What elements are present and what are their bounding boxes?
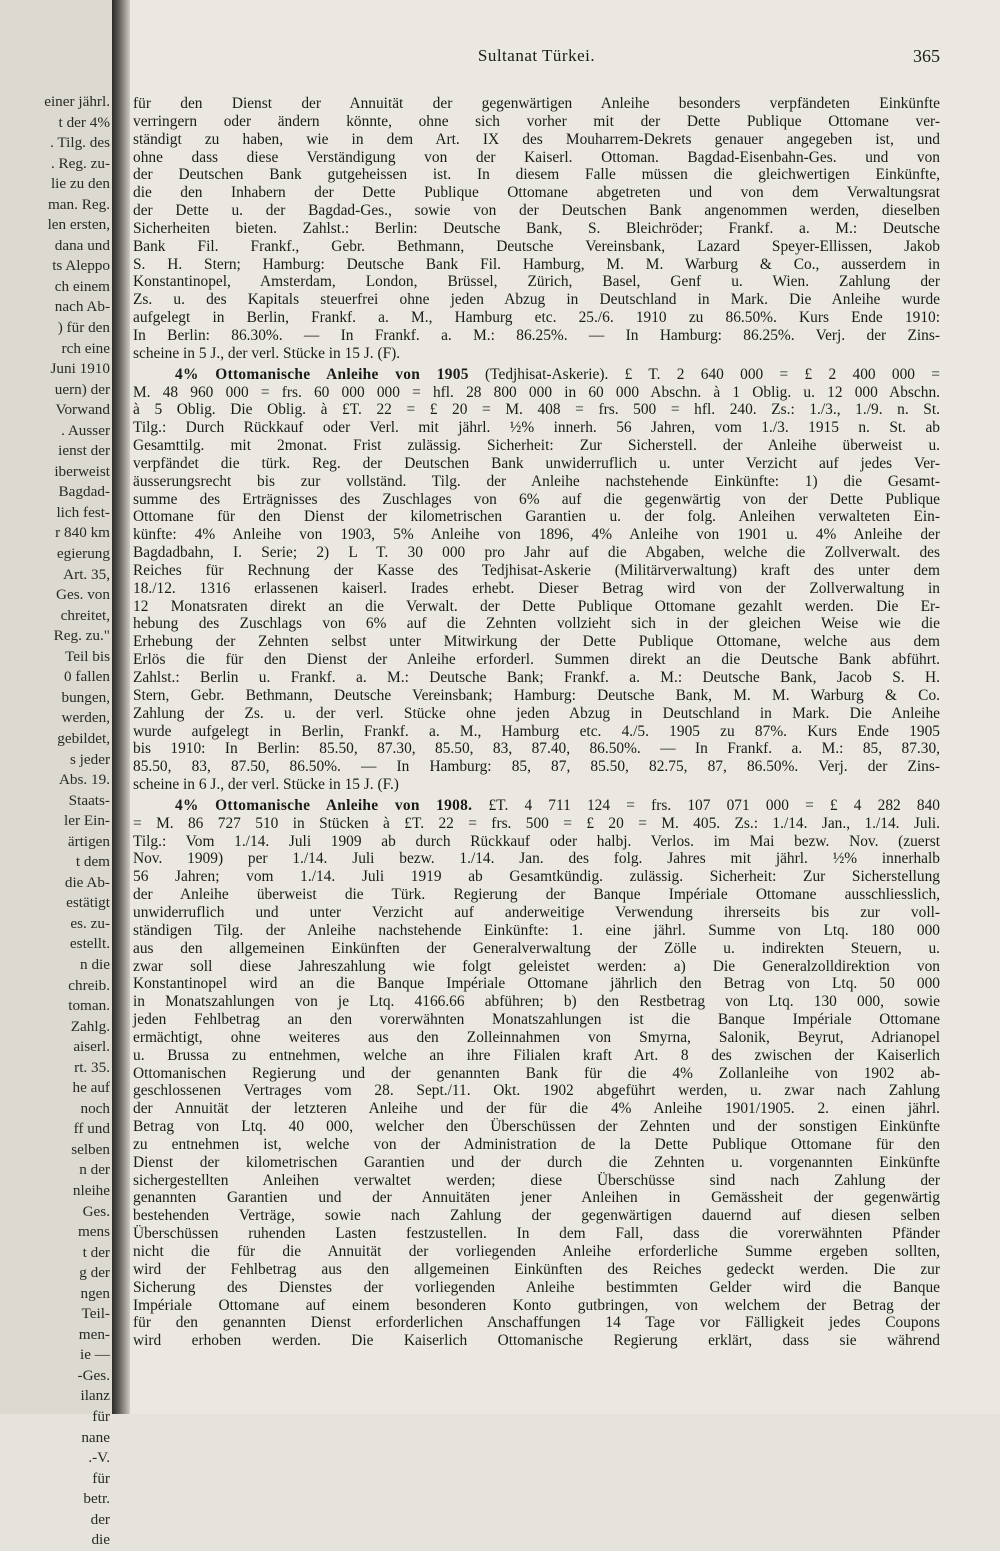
text-line: In Berlin: 86.30%. — In Frankf. a. M.: 86.25%. — In Hamburg: 86.25%. Verj. der Zins- [133, 326, 940, 344]
facing-page-fragment: Ges. von [56, 586, 110, 604]
facing-page-fragment: estätigt [66, 894, 110, 912]
facing-page-fragment: Juni 1910 [50, 360, 110, 378]
text-line: der Annuität der letzteren Anleihe und der für die 4% Anleihe 1901/1905. 2. einen jährl. [133, 1100, 940, 1118]
facing-page-fragment: lie zu den [50, 175, 110, 193]
text-line: künfte: 4% Anleihe von 1903, 5% Anleihe von 1896, 4% Anleihe von 1901 u. 4% Anleihe der [133, 526, 940, 544]
facing-page-fragment: len ersten, [47, 216, 110, 234]
text-line: der Deutschen Bank gutgeheissen ist. In diesem Falle müssen die gleichwertigen Einkünfte, [133, 166, 940, 184]
text-line: ermächtigt, ohne weiteres aus den Zolleinnahmen von Smyrna, Salonik, Beyrut, Adrianopel [133, 1028, 940, 1046]
page-number: 365 [913, 46, 940, 66]
facing-page-fragment: t der 4% [58, 113, 110, 131]
text-line: der Dette u. der Bagdad-Ges., sowie von der Deutschen Bank angenommen werden, dieselben [133, 202, 940, 220]
facing-page-fragment: rch eine [61, 339, 110, 357]
text-line: bis 1910: In Berlin: 85.50, 87.30, 85.50, 83, 87.40, 86.50%. — In Frankf. a. M.: 85, 87.30, [133, 740, 940, 758]
facing-page-fragment: t dem [75, 853, 110, 871]
text-line: Konstantinopel wird an die Banque Impériale Ottomane jährlich den Betrag von Ltq. 50 000 [133, 975, 940, 993]
text-line: jeden Fehlbetrag an den vorerwähnten Monatszahlungen ist die Banque Impériale Ottomane [133, 1011, 940, 1029]
text-line: der Anleihe überweist die Türk. Regierung der Banque Impériale Ottomane ausschliesslich, [133, 886, 940, 904]
text-line: Zs. u. des Kapitals steuerfrei ohne jeden Abzug in Deutschland in Mark. Die Anleihe wurde [133, 291, 940, 309]
facing-page-fragment: 0 fallen [64, 668, 110, 686]
facing-page-fragment: ts Aleppo [52, 257, 110, 275]
text-line: Erlös die für den Dienst der Anleihe erforderl. Summen direkt an die Deutsche Bank abführt. [133, 651, 940, 669]
paragraph-annuity-continuation [133, 95, 940, 363]
text-line: hebung des Zuschlags von 6% auf die Zehnten vollzieht sich in der gleichen Weise wie die [133, 615, 940, 633]
facing-page-fragment: Zahlg. [70, 1017, 110, 1035]
facing-page-fragment: mens [77, 1223, 110, 1241]
loan-1908-first-line [133, 797, 940, 815]
facing-page-fragment: ) für den [57, 319, 110, 337]
facing-page-fragment: chreib. [68, 976, 110, 994]
text-line: für den genannten Dienst erforderlichen Anschaffungen 14 Tage vor Fälligkeit jedes Coupons [133, 1314, 940, 1332]
facing-page-fragment: ie — [80, 1346, 110, 1364]
text-line: verringern oder ändern könnte, ohne sich vorher mit der Dette Publique Ottomane ver- [133, 112, 940, 130]
text-line: 18./12. 1316 erlassenen kaiserl. Irades erhebt. Dieser Betrag wird von der Zollverwaltung in [133, 579, 940, 597]
text-line: 56 Jahren; vom 1./14. Juli 1919 ab Gesamtkündig. zulässig. Sicherheit: Zur Sicherstellung [133, 868, 940, 886]
facing-page-fragment: estellt. [69, 935, 110, 953]
text-line: Tilg.: Vom 1./14. Juli 1909 ab durch Rückkauf oder halbj. Verlos. im Mai bezw. Nov. (zuerst [133, 832, 940, 850]
text-line: Impériale Ottomane auf einem besonderen Konto gutbringen, von welchem der Betrag der [133, 1296, 940, 1314]
facing-page-fragment: nleihe [72, 1181, 110, 1199]
facing-page-fragment: ilanz [80, 1387, 110, 1405]
facing-page-fragment: -Ges. [77, 1366, 110, 1384]
facing-page-fragment: men- [78, 1325, 110, 1343]
text-line: wird erhoben werden. Die Kaiserlich Ottomanische Regierung erklärt, dass sie während [133, 1332, 940, 1350]
facing-page-fragment: . Reg. zu- [50, 154, 110, 172]
facing-page-fragment: g der [79, 1264, 110, 1282]
page-header [133, 46, 940, 72]
facing-page-fragment: Art. 35, [63, 565, 110, 583]
facing-page-fragment: . Tilg. des [50, 134, 110, 152]
facing-page-fragment: der [90, 1510, 110, 1528]
facing-page-fragment: ngen [80, 1284, 110, 1302]
text-line: Reiches für Rechnung der Kasse des Tedjhisat-Askerie (Militärverwaltung) kraft des unter dem [133, 561, 940, 579]
text-line: zwar soll diese Jahreszahlung wie folgt geleistet werden: a) Die Generalzolldirektion von [133, 957, 940, 975]
text-line: Dienst der kilometrischen Garantien und der durch die Zehnten u. vorgenannten Einkünfte [133, 1153, 940, 1171]
loan-1905-heading: 4% Ottomanische Anleihe von 1905 [175, 365, 469, 383]
facing-page-fragment: Reg. zu." [53, 627, 110, 645]
text-line: Erhebung der Zehnten selbst unter Mitwirkung der Dette Publique Ottomane, welche aus dem [133, 633, 940, 651]
text-line: aus den allgemeinen Einkünften der Generalverwaltung der Zölle u. indirekten Steuern, u. [133, 939, 940, 957]
facing-page-fragment: rt. 35. [74, 1058, 110, 1076]
text-line: bestehenden Verträge, sowie nach Zahlung der gegenwärtigen dauernd auf diesen selben [133, 1207, 940, 1225]
facing-page-fragment: r 840 km [55, 524, 110, 542]
facing-page-fragment: nach Ab- [54, 298, 110, 316]
text-line: 85.50, 83, 87.50, 86.50%. — In Hamburg: 85, 87, 85.50, 82.75, 87, 86.50%. Verj. der Zins- [133, 758, 940, 776]
text-line: Nov. 1909) per 1./14. Juli bezw. 1./14. Jan. des folg. Jahres mit jährl. ½% innerhalb [133, 850, 940, 868]
facing-page-fragment: werden, [61, 709, 110, 727]
facing-page-fragment: ienst der [58, 442, 110, 460]
text-line: Konstantinopel, Amsterdam, London, Brüssel, Zürich, Basel, Genf u. Wien. Zahlung der [133, 273, 940, 291]
facing-page-fragment: betr. [83, 1490, 110, 1508]
facing-page-fragment: ch einem [54, 277, 110, 295]
text-line: Bank Fil. Frankf., Gebr. Bethmann, Deutsche Vereinsbank, Lazard Speyer-Ellissen, Jakob [133, 237, 940, 255]
text-line: wird der Fehlbetrag aus den allgemeinen Einkünften des Reiches gedeckt werden. Die zur [133, 1260, 940, 1278]
text-line: Sicherung des Dienstes der vorliegenden Anleihe bestimmten Gelder wird die Banque [133, 1278, 940, 1296]
book-gutter-shadow [112, 0, 130, 1414]
text-line: Ottomanischen Regierung und der genannten Bank für die 4% Zollanleihe von 1902 ab- [133, 1064, 940, 1082]
facing-page-fragment: . Ausser [61, 421, 110, 439]
facing-page-fragment: man. Reg. [47, 195, 110, 213]
text-line: nicht die für die Annuität der vorliegenden Anleihe erforderliche Summe ergeben sollten, [133, 1243, 940, 1260]
facing-page-fragment: .-V. [88, 1449, 110, 1467]
text-line: verpfändet die türk. Reg. der Deutschen Bank unwiderruflich u. unter Verzicht auf jedes Ver- [133, 454, 940, 472]
text-line: in Monatszahlungen von je Ltq. 4166.66 abführen; b) den Restbetrag von Ltq. 130 000, sowie [133, 993, 940, 1011]
text-line: Betrag von Ltq. 40 000, welcher den Überschüssen der Zehnten und der sonstigen Einkünfte [133, 1118, 940, 1136]
text-line: Bagdadbahn, I. Serie; 2) L T. 30 000 pro Jahr auf die Abgaben, welche die Zollverwalt. des [133, 544, 940, 562]
text-line: S. H. Stern; Hamburg: Deutsche Bank Fil. Hamburg, M. M. Warburg & Co., ausserdem in [133, 255, 940, 273]
paragraph-loan-1905 [133, 366, 940, 794]
text-line: geschlossenen Vertrages vom 28. Sept./11. Okt. 1902 abgeführt werden, u. zwar nach Zahlung [133, 1082, 940, 1100]
facing-page-fragment: ärtigen [67, 832, 110, 850]
facing-page-fragment: ff und [73, 1120, 110, 1138]
facing-page-fragment: n der [79, 1161, 110, 1179]
facing-page-fragment: n die [80, 955, 110, 973]
loan-1908-heading: 4% Ottomanische Anleihe von 1908. [175, 796, 473, 814]
text-line: Zahlung der Zs. u. der verl. Stücke ohne jeden Abzug in Deutschland in Mark. Die Anleihe [133, 704, 940, 722]
text-line: M. 48 960 000 = frs. 60 000 000 = hfl. 28 800 000 in 60 000 Abschn. à 1 Oblig. u. 12 000 Abschn. [133, 383, 940, 401]
facing-page-fragment: dana und [54, 236, 110, 254]
text-line: Tilg.: Durch Rückkauf oder Verl. mit jährl. ½% innerh. 56 Jahren, vom 1./3. 1915 n. St. ab [133, 419, 940, 437]
facing-page-fragment: gebildet, [57, 729, 110, 747]
text-line: summe des Erträgnisses des Zuschlages von 6% auf die gegenwärtig von der Dette Publique [133, 490, 940, 508]
text-line: Stern, Gebr. Bethmann, Deutsche Vereinsbank; Hamburg: Deutsche Bank, M. M. Warburg & Co. [133, 686, 940, 704]
loan-1908-first-line-text: £T. 4 711 124 = frs. 107 071 000 = £ 4 282 840 [488, 796, 940, 814]
facing-page-fragment: egierung [56, 545, 110, 563]
text-line: die den Inhabern der Dette Publique Ottomane abgetreten und von dem Verwaltungsrat [133, 184, 940, 202]
text-line: ständigen Tilg. der Anleihe nachstehende Einkünfte: 1. eine jährl. Summe von Ltq. 180 000 [133, 921, 940, 939]
text-line: aufgelegt in Berlin, Frankf. a. M., Hamburg etc. 25./6. 1910 zu 86.50%. Kurs Ende 1910: [133, 309, 940, 327]
text-line: scheine in 6 J., der verl. Stücke in 15 J. (F.) [133, 776, 399, 794]
loan-1905-first-line-text: (Tedjhisat-Askerie). £ T. 2 640 000 = £ 2 400 000 = [485, 365, 940, 383]
facing-page-fragment: uern) der [54, 380, 110, 398]
facing-page-fragment: lich fest- [56, 503, 110, 521]
text-line: scheine in 5 J., der verl. Stücke in 15 J. (F). [133, 344, 401, 362]
facing-page-fragment: es. zu- [70, 914, 110, 932]
facing-page-fragment: toman. [68, 997, 110, 1015]
facing-page-margin [0, 0, 118, 1549]
facing-page-fragment: für [92, 1469, 110, 1487]
facing-page-fragment: die Ab- [64, 873, 110, 891]
facing-page-fragment: chreitet, [60, 606, 110, 624]
text-line: Sicherheiten bieten. Zahlst.: Berlin: Deutsche Bank, S. Bleichröder; Frankf. a. M.: Deutsche [133, 219, 940, 237]
facing-page-fragment: iberweist [54, 462, 110, 480]
facing-page-fragment: t der [82, 1243, 110, 1261]
text-line: zu entnehmen ist, welche von der Administration de la Dette Publique Ottomane für den [133, 1135, 940, 1153]
facing-page-fragment: he auf [72, 1079, 110, 1097]
facing-page-fragment: bungen, [61, 688, 110, 706]
text-line: 12 Monatsraten direkt an die Verwalt. der Dette Publique Ottomane gezahlt werden. Die Er- [133, 597, 940, 615]
text-line: genannten Garantien und der Annuitäten jener Anleihen in Gemässheit der gegenwärtig [133, 1189, 940, 1207]
text-line: äusserungsrecht bis zur vollständ. Tilg. der Anleihe nachstehende Einkünfte: 1) die Gesamt- [133, 472, 940, 490]
text-line: = M. 86 727 510 in Stücken à £T. 22 = frs. 500 = £ 20 = M. 405. Zs.: 1./14. Jan., 1./14. Juli. [133, 814, 940, 832]
facing-page-fragment: Vorwand [55, 401, 110, 419]
facing-page-fragment: noch [80, 1099, 110, 1117]
facing-page-fragment: aiserl. [73, 1038, 110, 1056]
facing-page-fragment: Abs. 19. [58, 771, 110, 789]
text-line: Überschüssen ruhenden Lasten festzustellen. In dem Fall, dass die vorerwähnten Pfänder [133, 1225, 940, 1243]
facing-page-fragment: s jeder [69, 750, 110, 768]
facing-page-fragment: die [91, 1531, 110, 1549]
text-line: ständigt zu haben, wie in dem Art. IX des Mouharrem-Dekrets genauer angegeben ist, und [133, 130, 940, 148]
loan-1905-first-line [133, 366, 940, 384]
facing-page-fragment: Bagdad- [58, 483, 110, 501]
running-title: Sultanat Türkei. [477, 46, 596, 65]
text-line: Gesamttilg. mit 2monat. Frist zulässig. Sicherheit: Zur Sicherstell. der Anleihe überweist u. [133, 437, 940, 455]
facing-page-fragment: Ges. [82, 1202, 110, 1220]
paragraph-loan-1908 [133, 797, 940, 1350]
page-body [133, 95, 940, 1350]
text-line: Ottomane für den Dienst der kilometrischen Garantien u. der folg. Anleihen verwalteten Ein- [133, 508, 940, 526]
facing-page-fragment: für [92, 1408, 110, 1425]
facing-page-fragment: Staats- [68, 791, 110, 809]
facing-page-text-fragments [44, 92, 110, 1551]
text-line: u. Brussa zu entnehmen, welche an ihre Filialen kraft Art. 8 des zwischen der Kaiserlich [133, 1046, 940, 1064]
text-line: sichergestellten Anleihen verwaltet werden; diese Überschüsse sind nach Zahlung der [133, 1171, 940, 1189]
text-line: ohne dass diese Verständigung von der Kaiserl. Ottoman. Bagdad-Eisenbahn-Ges. und von [133, 148, 940, 166]
facing-page-fragment: Teil bis [65, 647, 110, 665]
text-line: Zahlst.: Berlin u. Frankf. a. M.: Deutsche Bank; Frankf. a. M.: Deutsche Bank, Jacob S. H. [133, 669, 940, 686]
text-line: für den Dienst der Annuität der gegenwärtigen Anleihe besonders verpfändeten Einkünfte [133, 95, 940, 112]
facing-page-fragment: ler Ein- [64, 812, 110, 830]
facing-page-fragment: Teil- [81, 1305, 110, 1323]
facing-page-fragment: einer jährl. [44, 93, 110, 110]
text-line: wurde aufgelegt in Berlin, Frankf. a. M., Hamburg etc. 4./5. 1905 zu 87%. Kurs Ende 1905 [133, 722, 940, 740]
facing-page-fragment: selben [71, 1140, 110, 1158]
text-line: à 5 Oblig. Die Oblig. à £T. 22 = £ 20 = M. 408 = frs. 500 = hfl. 240. Zs.: 1./3., 1./9. n. St. [133, 401, 940, 419]
facing-page-fragment: nane [81, 1428, 110, 1446]
text-line: unwiderruflich und unter Verzicht auf anderweitige Verwendung ihrerseits bis zur voll- [133, 903, 940, 921]
